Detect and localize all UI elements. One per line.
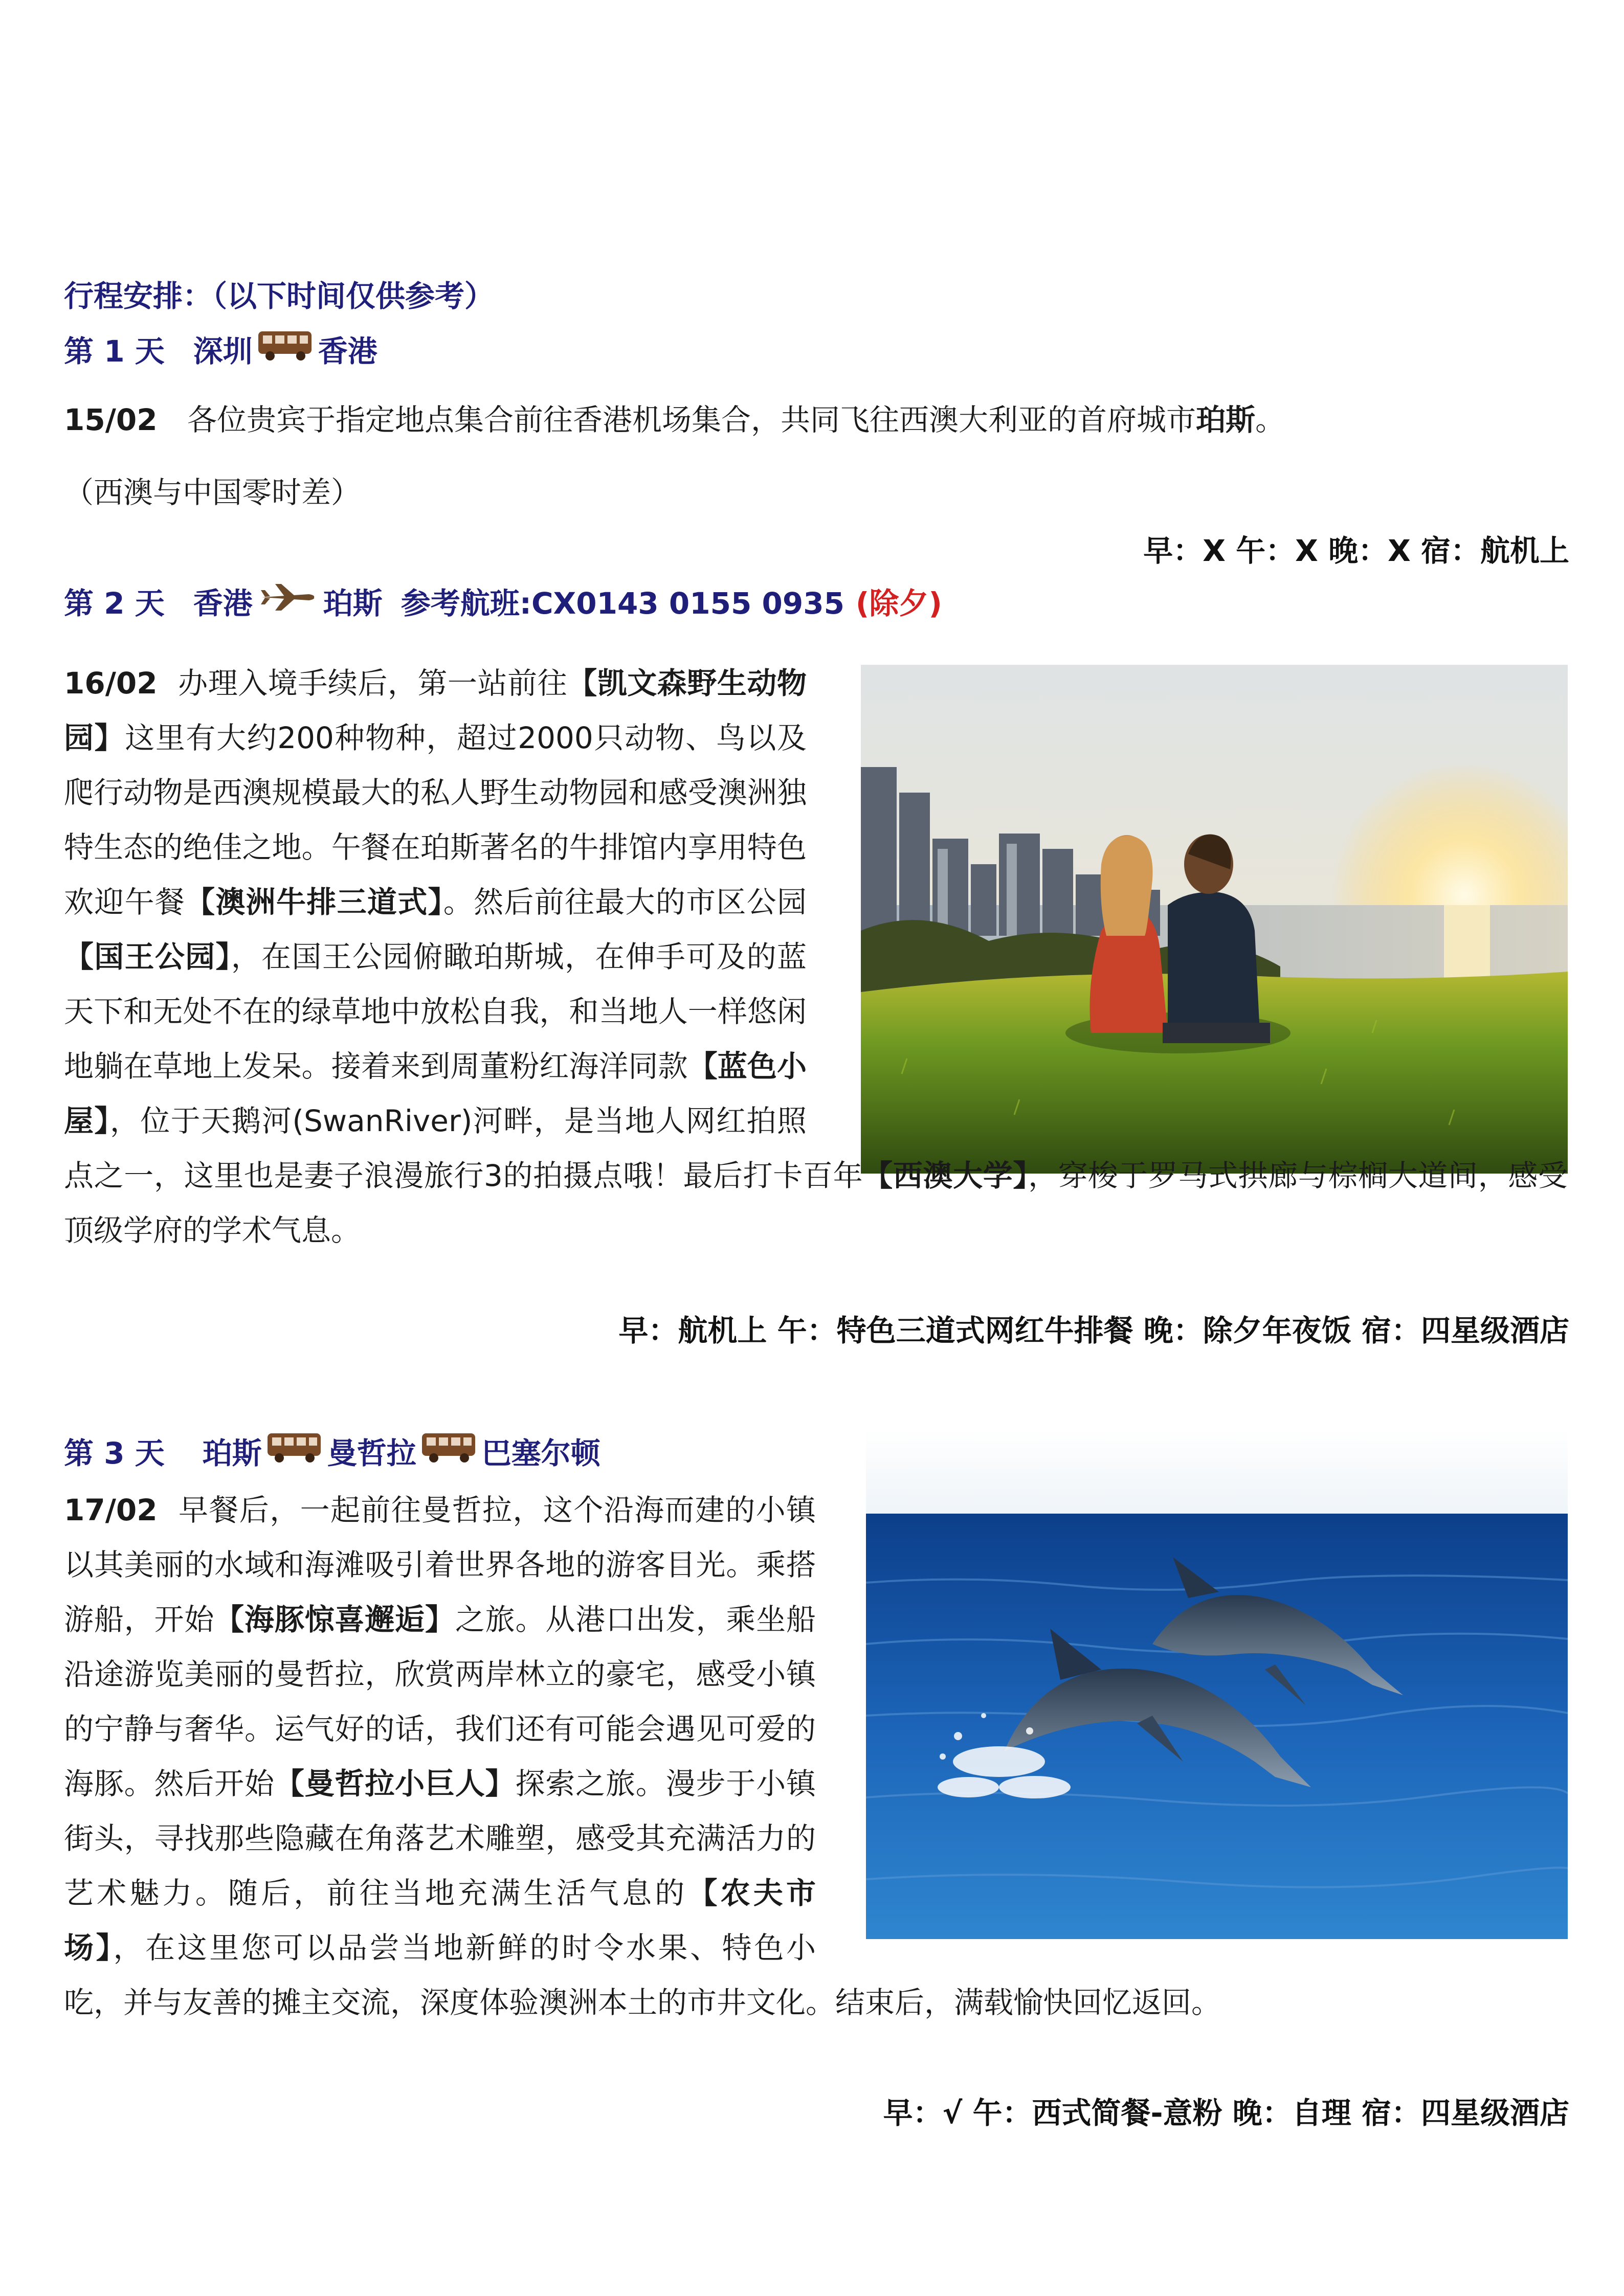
section-title: 行程安排：（以下时间仅供参考） — [64, 279, 495, 313]
day2-highlight-kings-park: 【国王公园】 — [64, 939, 231, 974]
day2-highlight-wildlife-park: 【凯文森野生动物园】 — [64, 666, 807, 755]
day3-description — [64, 1483, 1568, 2030]
day3-from: 珀斯 — [202, 1436, 262, 1471]
day1-text: 各位贵宾于指定地点集合前往香港机场集合，共同飞往西澳大利亚的首府城市 — [187, 402, 1196, 437]
day1-destination: 珀斯 — [1196, 402, 1256, 437]
day1-heading — [64, 327, 377, 370]
day2-description — [64, 656, 1568, 1258]
day2-flight-note: (除夕) — [855, 586, 942, 621]
day2-text-4: ，在国王公园俯瞰珀斯城，在伸手可及的蓝天下和无处不在的绿草地中放松自我，和当地人一样悠闲地躺在草地上发呆。接着来到周董粉红海洋同款 — [64, 939, 807, 1084]
day2-highlight-blue-boathouse: 【蓝色小屋】 — [64, 1049, 807, 1138]
day2-from: 香港 — [193, 586, 253, 621]
day3-text-2: 之旅。从港口出发，乘坐船沿途游览美丽的曼哲拉，欣赏两岸林立的豪宅，感受小镇的宁静与奢华。运气好的话，我们还有可能会遇见可爱的海豚。然后开始 — [64, 1602, 816, 1801]
day2-date: 16/02 — [64, 666, 158, 701]
day3-heading — [64, 1429, 600, 1472]
day3-meals: 早：√ 午：西式简餐-意粉 晚：自理 宿：四星级酒店 — [883, 2096, 1569, 2130]
bus-icon — [420, 1430, 478, 1471]
day2-text-2: 这里有大约200种物种，超过2000只动物、鸟以及爬行动物是西澳规模最大的私人野生动物园和感受澳洲独特生态的绝佳之地。午餐在珀斯著名的牛排馆内享用特色欢迎午餐 — [64, 721, 807, 919]
day3-highlight-giants: 【曼哲拉小巨人】 — [274, 1766, 516, 1801]
day3-text-1: 早餐后，一起前往曼哲拉，这个沿海而建的小镇以其美丽的水域和海滩吸引着世界各地的游客目光。乘搭游船，开始 — [64, 1493, 816, 1637]
day1-label: 第 1 天 — [64, 334, 165, 369]
day2-heading — [64, 579, 942, 622]
bus-icon — [266, 1430, 323, 1471]
day3-highlight-dolphins: 【海豚惊喜邂逅】 — [214, 1602, 455, 1637]
day1-note: （西澳与中国零时差） — [64, 475, 361, 510]
day2-highlight-steak: 【澳洲牛排三道式】 — [185, 885, 443, 919]
day2-to: 珀斯 — [323, 586, 383, 621]
day3-label: 第 3 天 — [64, 1436, 165, 1471]
day2-label: 第 2 天 — [64, 586, 165, 621]
day1-meals: 早：X 午：X 晚：X 宿：航机上 — [1143, 533, 1569, 568]
day1-from: 深圳 — [193, 334, 253, 369]
day3-to: 巴塞尔顿 — [481, 1436, 600, 1471]
day3-text-4: ，在这里您可以品尝当地新鲜的时令水果、特色小吃，并与友善的摊主交流，深度体验澳洲本土的市井文化。结束后，满载愉快回忆返回。 — [64, 1930, 1221, 2020]
day1-text-end: 。 — [1255, 402, 1285, 437]
day2-text-5: ，位于天鹅河(SwanRiver)河畔，是当地人网红拍照点之一，这里也是妻子浪漫旅行3的拍摄点哦！最后打卡百年 — [64, 1104, 863, 1193]
day2-meals: 早：航机上 午：特色三道式网红牛排餐 晚：除夕年夜饭 宿：四星级酒店 — [618, 1313, 1569, 1348]
day2-flight: 参考航班:CX0143 0155 0935 — [401, 586, 844, 621]
day3-highlight-farmers-market: 【农夫市场】 — [64, 1876, 816, 1965]
day1-date: 15/02 — [64, 402, 158, 437]
day3-date: 17/02 — [64, 1493, 158, 1527]
day3-text-3: 探索之旅。漫步于小镇街头，寻找那些隐藏在角落艺术雕塑，感受其充满活力的艺术魅力。随后，前往当地充满生活气息的 — [64, 1766, 816, 1910]
day1-description — [64, 393, 1285, 447]
day3-via: 曼哲拉 — [327, 1436, 416, 1471]
day2-text-6: ，穿梭于罗马式拱廊与棕榈大道间，感受顶级学府的学术气息。 — [64, 1158, 1568, 1248]
bus-icon — [257, 328, 314, 369]
day2-highlight-uwa: 【西澳大学】 — [863, 1158, 1029, 1193]
day1-to: 香港 — [318, 334, 377, 369]
day2-text-3: 。然后前往最大的市区公园 — [443, 885, 807, 919]
airplane-icon — [260, 582, 316, 620]
day2-text-1: 办理入境手续后，第一站前往 — [177, 666, 568, 701]
